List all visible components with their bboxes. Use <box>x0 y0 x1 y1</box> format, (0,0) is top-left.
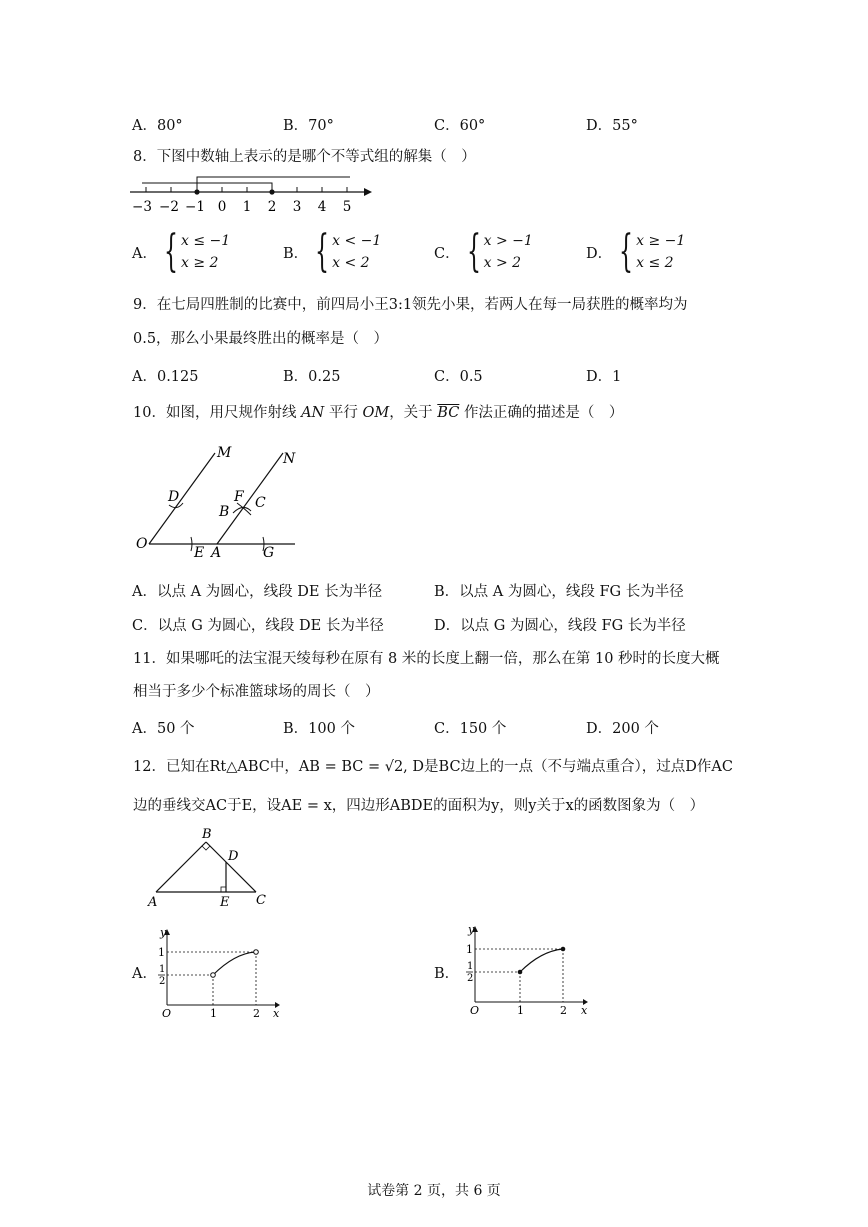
graph-a-x: x <box>273 1007 280 1020</box>
label-a: A <box>211 545 222 561</box>
q8-option-c: C． { x > −1 x > 2 <box>434 226 533 277</box>
q12-stem-line1: 12．已知在Rt△ABC中，AB = BC = √2, D是BC边上的一点（不与端点重合），过点D作AC <box>133 759 733 775</box>
q7-option-a: A．80° <box>132 118 183 134</box>
axis-label-0: 0 <box>217 199 227 215</box>
q8-option-b: B． { x < −1 x < 2 <box>283 226 382 277</box>
tri-label-a: A <box>148 895 158 910</box>
q9-option-d: D．1 <box>586 369 622 385</box>
label-e: E <box>194 545 205 561</box>
graph-a-tick-1: 1 <box>158 946 165 959</box>
q7-option-d: D．55° <box>586 118 638 134</box>
tri-label-e: E <box>220 895 230 910</box>
q7-option-c: C．60° <box>434 118 486 134</box>
graph-b-x: x <box>581 1004 588 1017</box>
graph-a-origin: O <box>162 1007 172 1020</box>
arc-bc: $\overline{BC}$ <box>437 405 460 421</box>
q8-stem: 8．下图中数轴上表示的是哪个不等式组的解集（ ） <box>133 149 476 165</box>
q11-option-a: A．50 个 <box>132 721 195 737</box>
label-c: C <box>255 495 266 511</box>
q10-option-a: A．以点 A 为圆心，线段 DE 长为半径 <box>132 584 383 600</box>
graph-a-tick-half-den: 2 <box>159 976 166 987</box>
label-d: D <box>168 489 180 505</box>
q11-option-c: C．150 个 <box>434 721 507 737</box>
label-b: B <box>219 504 230 520</box>
q7-option-b: B．70° <box>283 118 334 134</box>
axis-label-3: 3 <box>292 199 302 215</box>
q9-option-b: B．0.25 <box>283 369 341 385</box>
axis-label-neg1: −1 <box>185 199 205 215</box>
q10-figure <box>133 445 313 565</box>
q10-option-c: C．以点 G 为圆心，线段 DE 长为半径 <box>132 618 384 634</box>
label-m: M <box>217 445 232 461</box>
q9-option-c: C．0.5 <box>434 369 483 385</box>
tri-label-d: D <box>228 849 239 864</box>
q12-stem-line2: 边的垂线交AC于E，设AE = x，四边形ABDE的面积为y，则y关于x的函数图象为（ ） <box>133 798 705 814</box>
graph-b-origin: O <box>470 1004 480 1017</box>
q11-stem-line1: 11．如果哪吒的法宝混天绫每秒在原有 8 米的长度上翻一倍，那么在第 10 秒时的长度大概 <box>133 651 720 667</box>
axis-label-neg3: −3 <box>132 199 152 215</box>
q12-graph-b <box>458 922 588 1017</box>
graph-b-tick-x1: 1 <box>517 1004 524 1017</box>
label-o: O <box>136 536 148 552</box>
q10-stem: 10．如图，用尺规作射线 AN 平行 OM，关于 $\overline{BC}$ 作法正确的描述是（ ） <box>133 405 624 421</box>
tri-label-c: C <box>256 893 266 908</box>
q8-option-a: A． { x ≤ −1 x ≥ 2 <box>132 226 231 277</box>
q8-number-line <box>128 172 368 222</box>
graph-a-y: y <box>160 926 167 939</box>
graph-b-tick-1: 1 <box>466 943 473 956</box>
q9-option-a: A．0.125 <box>132 369 199 385</box>
q8-option-d: D． { x ≥ −1 x ≤ 2 <box>586 226 686 277</box>
q12-triangle-figure <box>146 828 276 908</box>
label-f: F <box>234 489 244 505</box>
graph-a-tick-x2: 2 <box>253 1007 260 1020</box>
axis-label-4: 4 <box>317 199 327 215</box>
q9-stem-line1: 9．在七局四胜制的比赛中，前四局小王3:1领先小果，若两人在每一局获胜的概率均为 <box>133 297 688 313</box>
q12-option-a-label: A． <box>132 966 157 982</box>
axis-label-5: 5 <box>342 199 352 215</box>
graph-a-tick-half-num: 1 <box>159 964 166 975</box>
page-footer: 试卷第 2 页，共 6 页 <box>367 1183 501 1199</box>
graph-b-tick-x2: 2 <box>560 1004 567 1017</box>
q11-option-d: D．200 个 <box>586 721 659 737</box>
label-g: G <box>263 545 275 561</box>
q10-option-d: D．以点 G 为圆心，线段 FG 长为半径 <box>434 618 686 634</box>
axis-label-2: 2 <box>267 199 277 215</box>
graph-b-y: y <box>468 923 475 936</box>
q9-stem-line2: 0.5，那么小果最终胜出的概率是（ ） <box>133 331 389 347</box>
graph-b-tick-half-den: 2 <box>467 973 474 984</box>
q12-option-b-label: B． <box>434 966 460 982</box>
label-n: N <box>283 451 296 467</box>
graph-a-tick-x1: 1 <box>210 1007 217 1020</box>
q11-stem-line2: 相当于多少个标准篮球场的周长（ ） <box>133 684 380 700</box>
graph-b-tick-half-num: 1 <box>467 961 474 972</box>
q11-option-b: B．100 个 <box>283 721 355 737</box>
q12-graph-a <box>150 925 280 1020</box>
q10-option-b: B．以点 A 为圆心，线段 FG 长为半径 <box>434 584 684 600</box>
axis-label-1: 1 <box>242 199 252 215</box>
tri-label-b: B <box>202 827 212 842</box>
axis-label-neg2: −2 <box>159 199 179 215</box>
